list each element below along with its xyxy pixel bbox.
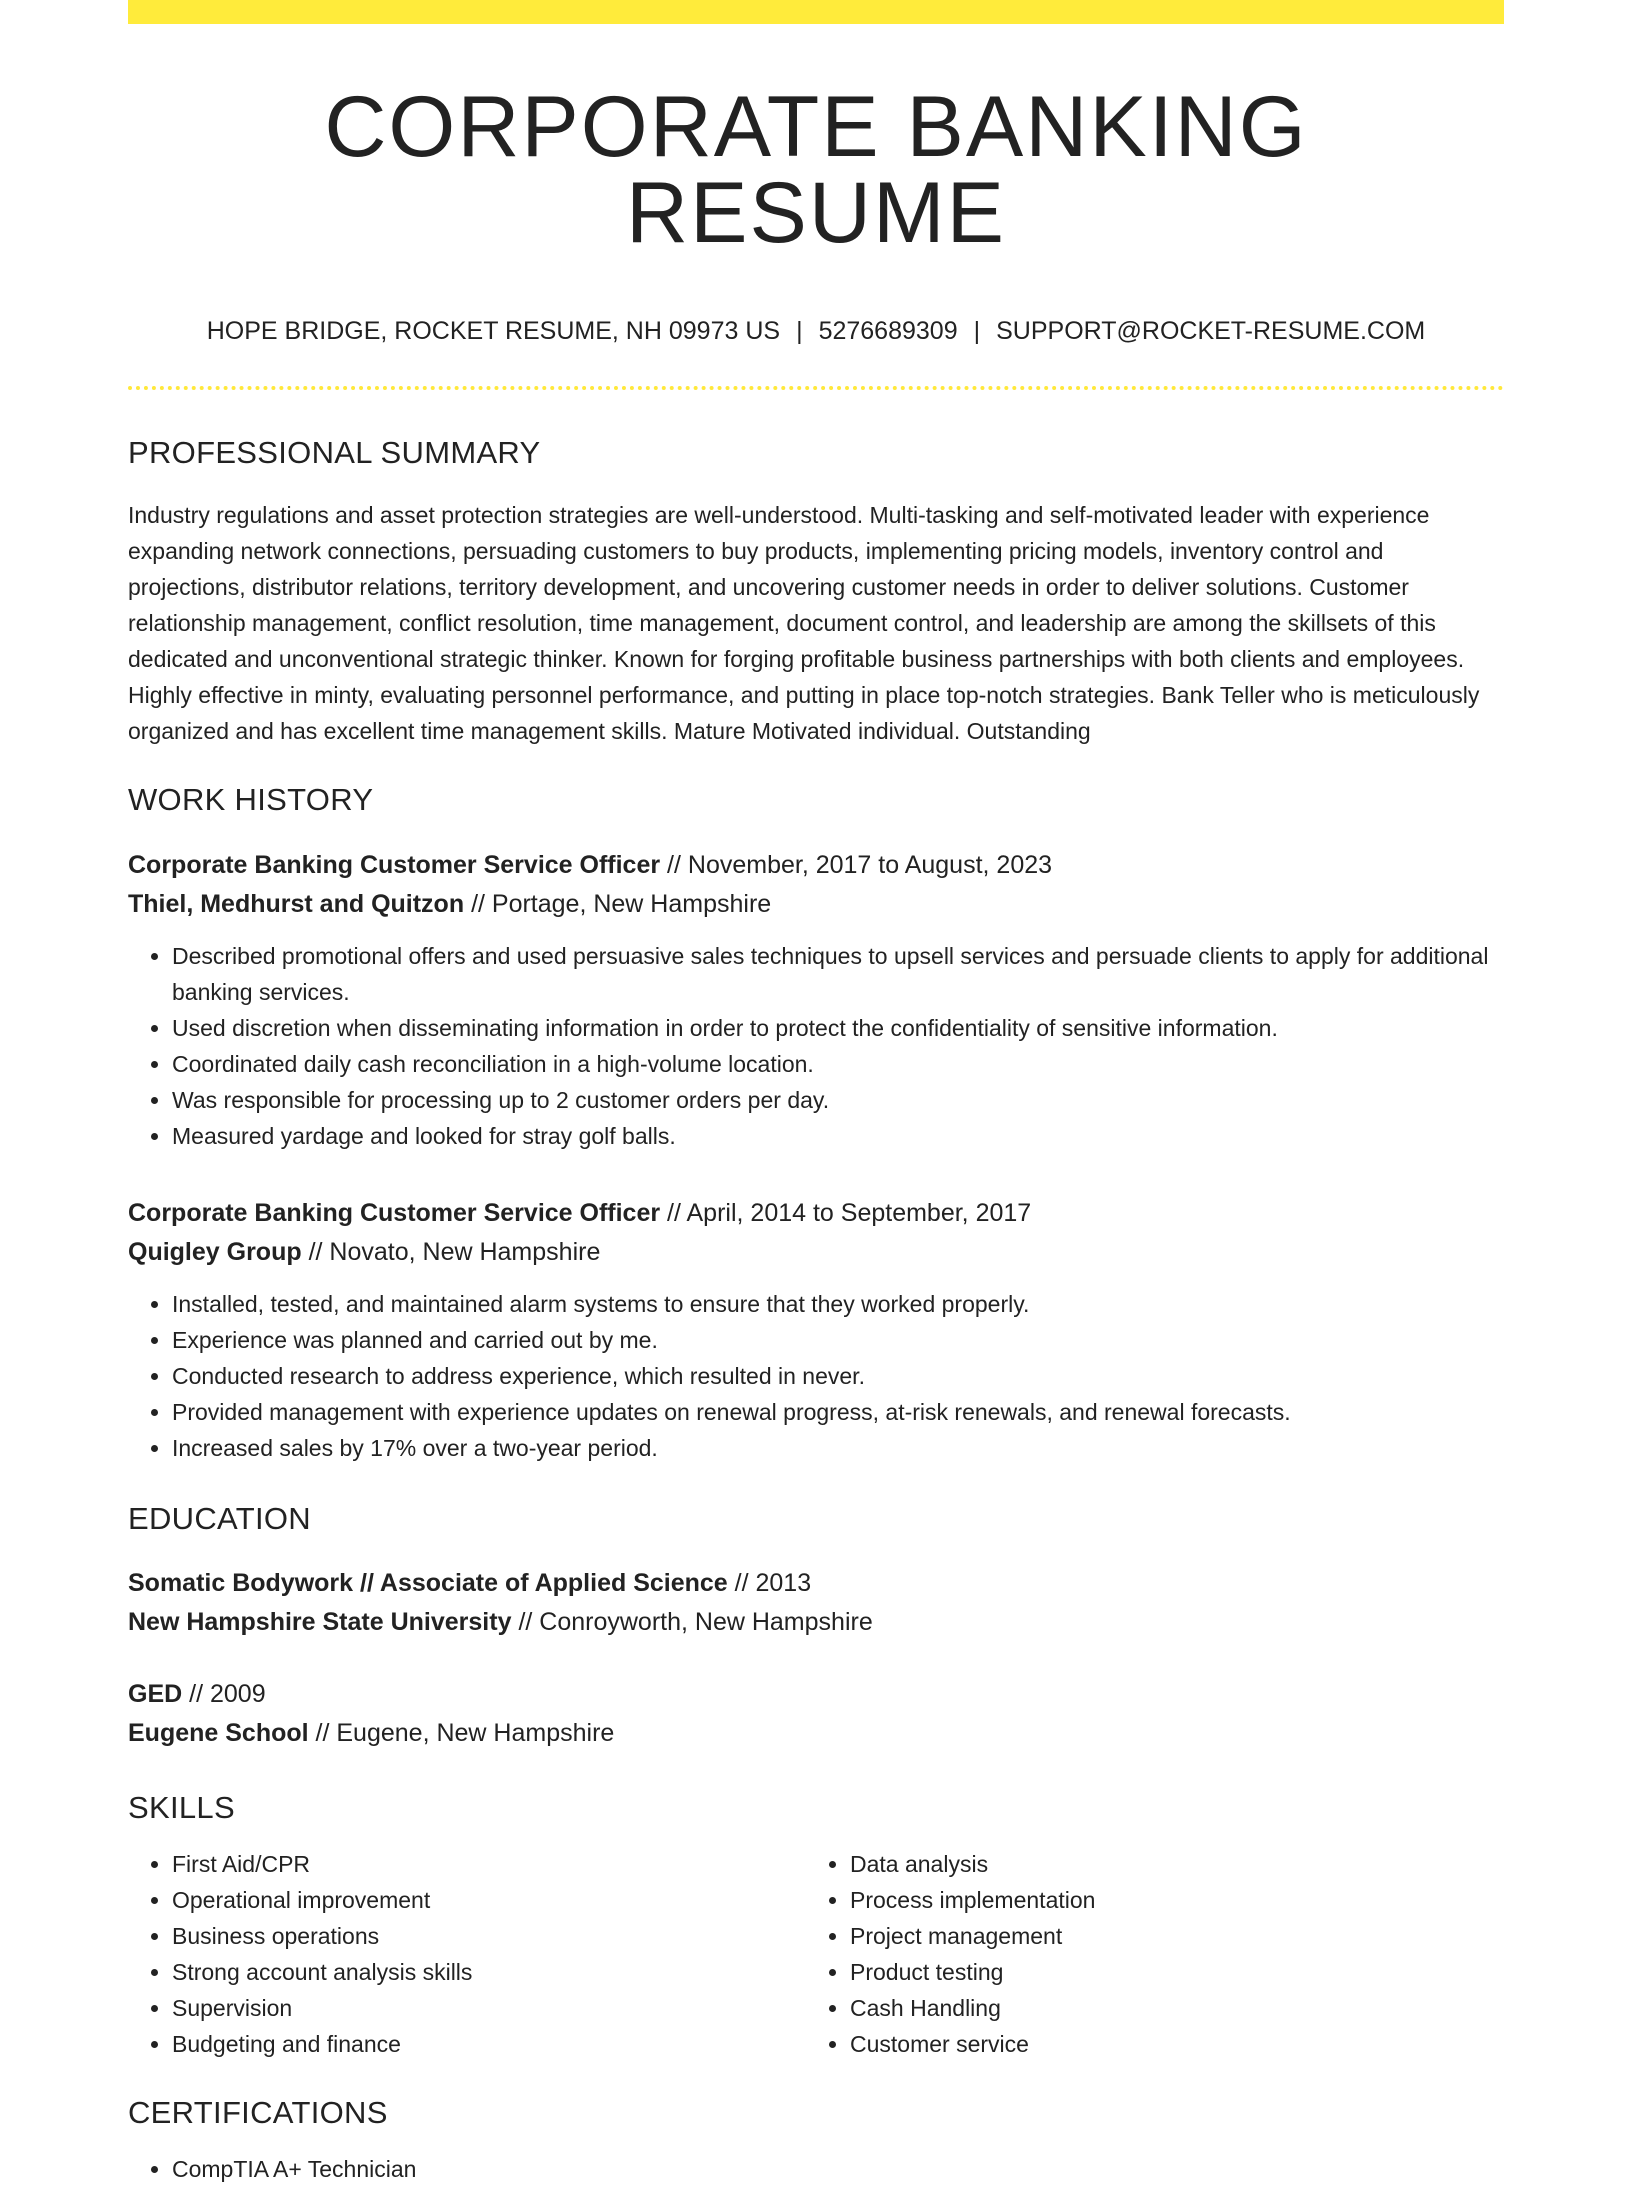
contact-separator: | [796, 317, 803, 345]
contact-separator: | [973, 317, 981, 345]
job-entry [128, 1194, 1504, 1466]
job-company: Quigley Group [128, 1238, 302, 1267]
job-bullet: • Increased sales by 17% over a two-year period. [172, 1430, 1504, 1466]
job-company-line [128, 1233, 1504, 1272]
job-bullets [128, 1286, 1504, 1466]
summary-heading: PROFESSIONAL SUMMARY [128, 435, 541, 470]
education-degree: GED [128, 1679, 183, 1708]
education-location: // Conroyworth, New Hampshire [518, 1607, 873, 1636]
skills-grid [128, 1846, 1504, 2062]
job-bullet: • Measured yardage and looked for stray golf balls. [172, 1118, 1504, 1154]
skills-column-left [128, 1846, 806, 2062]
contact-email: SUPPORT@ROCKET-RESUME.COM [996, 317, 1426, 345]
job-bullet: • Coordinated daily cash reconciliation in a high-volume location. [172, 1046, 1504, 1082]
job-dates: // November, 2017 to August, 2023 [667, 851, 1053, 880]
education-school-line [128, 1603, 1504, 1642]
accent-bar [128, 0, 1504, 24]
contact-line [128, 316, 1504, 346]
certifications-heading: CERTIFICATIONS [128, 2094, 388, 2130]
skill-item: • Supervision [172, 1990, 806, 2026]
job-company: Thiel, Medhurst and Quitzon [128, 890, 465, 919]
education-degree-line [128, 1675, 1504, 1714]
education-heading: EDUCATION [128, 1501, 311, 1537]
skill-item: • First Aid/CPR [172, 1846, 806, 1882]
contact-address: HOPE BRIDGE, ROCKET RESUME, NH 09973 US [206, 317, 781, 345]
education-year: // 2009 [189, 1679, 266, 1708]
education-school-line [128, 1714, 1504, 1753]
job-title-line [128, 846, 1504, 885]
skill-item: • Strong account analysis skills [172, 1954, 806, 1990]
skill-item: • Cash Handling [850, 1990, 1484, 2026]
summary-text: Industry regulations and asset protection strategies are well-understood. Multi-tasking and self-motivated leader with experience expanding network connections, persuading customers to buy products, implementing pricing models, inventory control and projections, distributor relations, territory development, and uncovering customer needs in order to deliver solutions. Customer relationship management, conflict resolution, time management, document control, and leadership are among the skillsets of this dedicated and unconventional strategic thinker. Known for forging profitable business partnerships with both clients and employees. Highly effective in minty, evaluating personnel performance, and putting in place top-notch strategies. Bank Teller who is meticulously organized and has excellent time management skills. Mature Motivated individual. Outstanding [128, 502, 1480, 745]
job-bullet: • Provided management with experience updates on renewal progress, at-risk renewals, and renewal forecasts. [172, 1394, 1504, 1430]
header-divider [128, 386, 1504, 390]
skill-item: • Business operations [172, 1918, 806, 1954]
education-entry [128, 1564, 1504, 1642]
contact-phone: 5276689309 [818, 317, 958, 345]
job-title-line [128, 1194, 1504, 1233]
job-entry [128, 846, 1504, 1154]
job-bullets [128, 938, 1504, 1154]
resume-title: CORPORATE BANKING RESUME [324, 79, 1308, 261]
certification-item: • CompTIA A+ Technician [172, 2151, 1504, 2187]
job-bullet: • Described promotional offers and used persuasive sales techniques to upsell services and persuade clients to apply for additional banking services. [172, 938, 1504, 1010]
skills-column-right [806, 1846, 1484, 2062]
education-location: // Eugene, New Hampshire [315, 1718, 615, 1747]
education-degree: Somatic Bodywork // Associate of Applied Science [128, 1568, 728, 1597]
education-school: New Hampshire State University [128, 1607, 512, 1636]
job-title: Corporate Banking Customer Service Officer [128, 1199, 661, 1228]
education-school: Eugene School [128, 1718, 309, 1747]
skill-item: • Operational improvement [172, 1882, 806, 1918]
job-bullet: • Used discretion when disseminating information in order to protect the confidentiality of sensitive information. [172, 1010, 1504, 1046]
skills-heading: SKILLS [128, 1789, 235, 1825]
resume-page [128, 0, 1504, 2182]
education-year: // 2013 [734, 1568, 812, 1597]
education-degree-line [128, 1564, 1504, 1603]
skill-item: • Budgeting and finance [172, 2026, 806, 2062]
work-history-heading: WORK HISTORY [128, 782, 374, 818]
education-entry [128, 1675, 1504, 1753]
certifications-list [128, 2151, 1504, 2187]
job-location: // Novato, New Hampshire [308, 1238, 601, 1267]
skill-item: • Data analysis [850, 1846, 1484, 1882]
job-bullet: • Conducted research to address experience, which resulted in never. [172, 1358, 1504, 1394]
skill-item: • Customer service [850, 2026, 1484, 2062]
skill-item: • Process implementation [850, 1882, 1484, 1918]
job-location: // Portage, New Hampshire [471, 890, 772, 919]
job-bullet: • Experience was planned and carried out by me. [172, 1322, 1504, 1358]
job-bullet: • Was responsible for processing up to 2 customer orders per day. [172, 1082, 1504, 1118]
skill-item: • Project management [850, 1918, 1484, 1954]
job-title: Corporate Banking Customer Service Officer [128, 851, 661, 880]
job-company-line [128, 885, 1504, 924]
skill-item: • Product testing [850, 1954, 1484, 1990]
job-bullet: • Installed, tested, and maintained alarm systems to ensure that they worked properly. [172, 1286, 1504, 1322]
job-dates: // April, 2014 to September, 2017 [667, 1199, 1032, 1228]
